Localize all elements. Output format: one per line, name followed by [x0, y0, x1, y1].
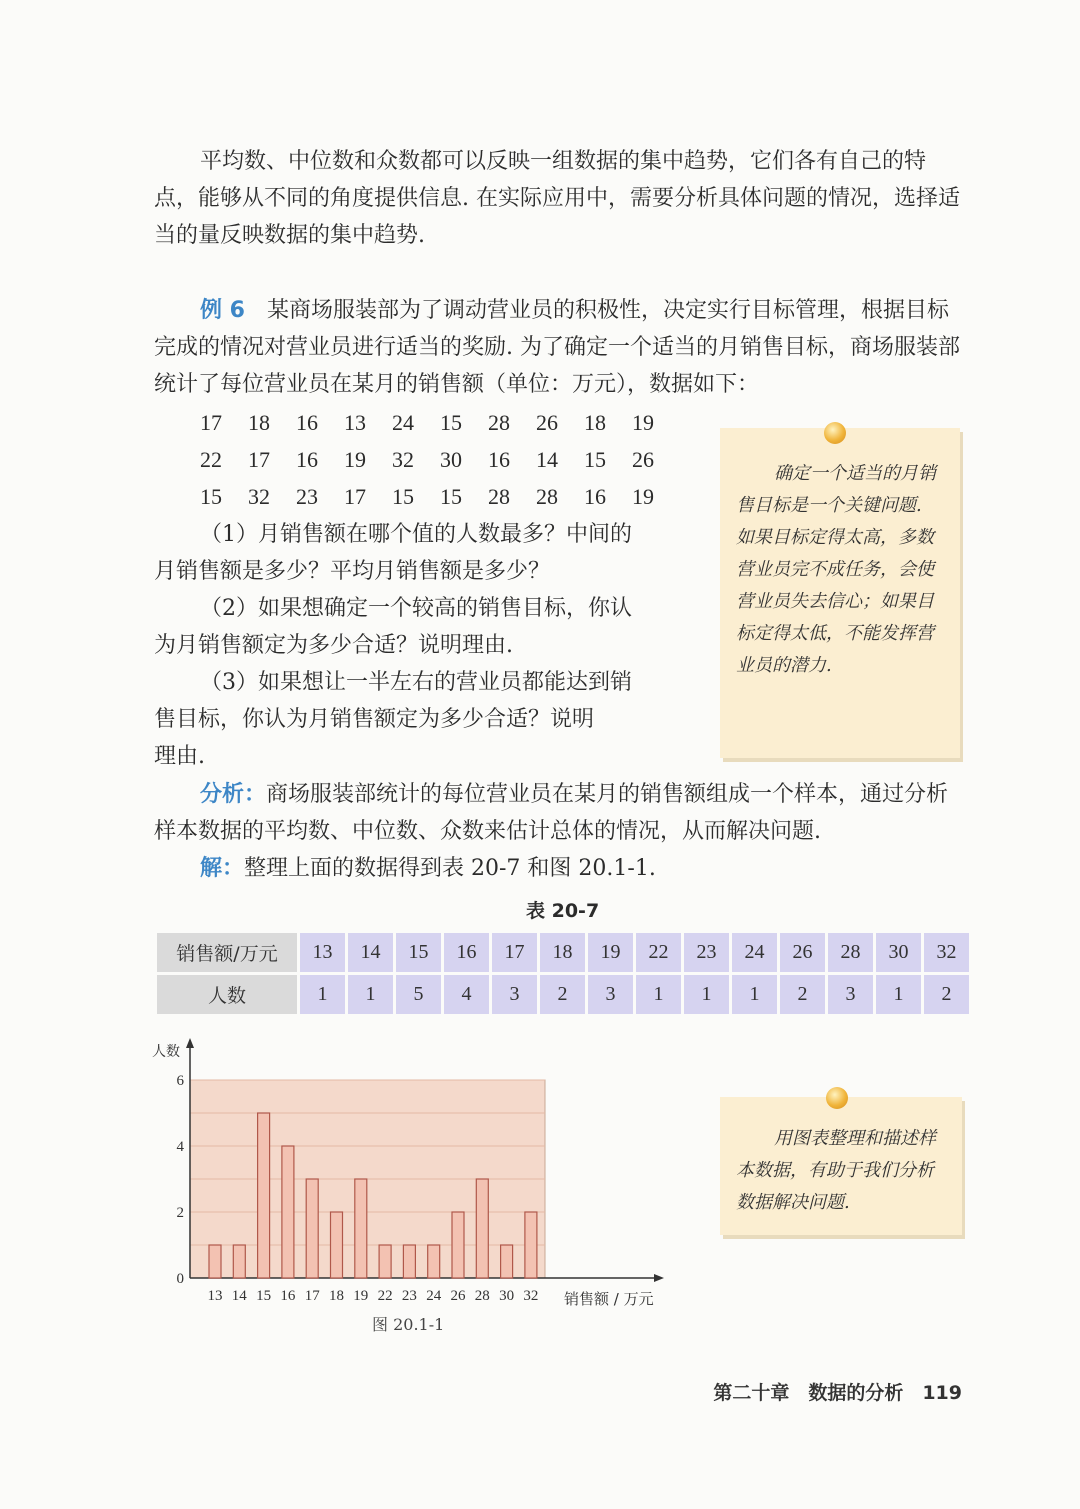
pin-icon	[824, 422, 846, 444]
data-value: 13	[344, 410, 366, 435]
data-value: 16	[584, 484, 606, 509]
data-row-1	[200, 410, 680, 436]
example-label: 例 6	[200, 298, 245, 323]
data-value: 17	[248, 447, 270, 472]
bar	[501, 1245, 513, 1278]
table-cell-count: 3	[492, 975, 537, 1014]
table-cell-sales: 22	[636, 933, 681, 972]
figure-caption: 图 20.1-1	[372, 1315, 445, 1334]
bar	[209, 1245, 221, 1278]
data-value: 18	[248, 410, 270, 435]
bar	[428, 1245, 440, 1278]
question-1-line-1: （1）月销售额在哪个值的人数最多？中间的	[200, 522, 632, 547]
solution-paragraph	[154, 850, 969, 887]
data-value: 19	[344, 447, 366, 472]
x-axis-label: 销售额 / 万元	[564, 1290, 654, 1308]
table-cell-count: 4	[444, 975, 489, 1014]
note-2-text: 用图表整理和描述样本数据，有助于我们分析数据解决问题.	[736, 1128, 936, 1213]
table-cell-sales: 24	[732, 933, 777, 972]
intro-paragraph: 平均数、中位数和众数都可以反映一组数据的集中趋势，它们各有自己的特点，能够从不同的角度提供信息. 在实际应用中，需要分析具体问题的情况，选择适当的量反映数据的集中趋势.	[154, 149, 960, 248]
table-cell-count: 2	[540, 975, 585, 1014]
data-value: 19	[632, 484, 654, 509]
y-tick-label: 6	[176, 1073, 184, 1089]
bar	[355, 1179, 367, 1278]
pin-icon	[826, 1087, 848, 1109]
question-3-line-2: 售目标，你认为月销售额定为多少合适？说明	[154, 707, 595, 732]
table-cell-count: 1	[732, 975, 777, 1014]
table-cell-sales: 13	[300, 933, 345, 972]
y-tick-label: 0	[176, 1271, 184, 1287]
x-tick-label: 16	[280, 1288, 296, 1304]
table-cell-count: 1	[684, 975, 729, 1014]
data-value: 28	[536, 484, 558, 509]
data-value: 17	[200, 410, 222, 435]
table-cell-sales: 15	[396, 933, 441, 972]
bar	[452, 1212, 464, 1278]
note-sticky-2	[720, 1097, 962, 1235]
example-paragraph	[154, 292, 969, 403]
analysis-label: 分析：	[200, 782, 267, 807]
question-2-line-1: （2）如果想确定一个较高的销售目标，你认	[200, 596, 632, 621]
table-cell-count: 1	[300, 975, 345, 1014]
data-value: 23	[296, 484, 318, 509]
x-tick-label: 24	[426, 1288, 442, 1304]
table-caption: 表 20-7	[526, 900, 600, 922]
bar	[282, 1146, 294, 1278]
data-value: 17	[344, 484, 366, 509]
y-tick-label: 4	[176, 1139, 184, 1155]
table-cell-sales: 18	[540, 933, 585, 972]
table-cell-sales: 23	[684, 933, 729, 972]
y-tick-label: 2	[176, 1205, 184, 1221]
table-row-sales	[157, 933, 969, 972]
data-value: 19	[632, 410, 654, 435]
example-text: 某商场服装部为了调动营业员的积极性，决定实行目标管理，根据目标完成的情况对营业员进行适当的奖励. 为了确定一个适当的月销售目标，商场服装部统计了每位营业员在某月的销售额（单位：万元），数据如下：	[154, 298, 960, 397]
analysis-paragraph	[154, 776, 969, 850]
table-cell-sales: 32	[924, 933, 969, 972]
data-value: 26	[536, 410, 558, 435]
x-tick-label: 32	[523, 1288, 539, 1304]
data-value: 16	[296, 447, 318, 472]
x-tick-label: 15	[256, 1288, 272, 1304]
data-value: 15	[440, 410, 462, 435]
table-cell-count: 1	[636, 975, 681, 1014]
x-tick-label: 17	[304, 1288, 320, 1304]
bar	[331, 1212, 343, 1278]
x-axis-arrow-icon	[654, 1274, 664, 1282]
question-1-line-2: 月销售额是多少？平均月销售额是多少？	[154, 559, 551, 584]
x-tick-label: 22	[377, 1288, 393, 1304]
table-cell-count: 2	[780, 975, 825, 1014]
bar	[233, 1245, 245, 1278]
data-value: 32	[392, 447, 414, 472]
table-cell-count: 1	[876, 975, 921, 1014]
table-cell-sales: 14	[348, 933, 393, 972]
table-row-counts	[157, 975, 969, 1014]
note-sticky-1	[720, 428, 960, 758]
data-value: 15	[392, 484, 414, 509]
bar	[476, 1179, 488, 1278]
table-cell-sales: 17	[492, 933, 537, 972]
table-header-count: 人数	[157, 975, 297, 1014]
data-value: 16	[296, 410, 318, 435]
sales-frequency-table	[154, 930, 972, 1017]
bar	[403, 1245, 415, 1278]
question-2-line-2: 为月销售额定为多少合适？说明理由.	[154, 633, 513, 658]
x-tick-label: 26	[450, 1288, 466, 1304]
table-cell-count: 5	[396, 975, 441, 1014]
table-header-sales: 销售额/万元	[157, 933, 297, 972]
analysis-text: 商场服装部统计的每位营业员在某月的销售额组成一个样本，通过分析样本数据的平均数、中位数、众数来估计总体的情况，从而解决问题.	[154, 782, 949, 844]
x-tick-label: 14	[231, 1288, 247, 1304]
question-3-line-1: （3）如果想让一半左右的营业员都能达到销	[200, 670, 632, 695]
solution-text: 整理上面的数据得到表 20-7 和图 20.1-1.	[244, 856, 656, 881]
table-cell-sales: 19	[588, 933, 633, 972]
bar	[379, 1245, 391, 1278]
data-row-3	[200, 484, 680, 510]
x-tick-label: 13	[207, 1288, 223, 1304]
x-tick-label: 23	[401, 1288, 417, 1304]
x-tick-label: 30	[499, 1288, 515, 1304]
solution-label: 解：	[200, 856, 245, 881]
x-tick-label: 28	[474, 1288, 490, 1304]
data-value: 32	[248, 484, 270, 509]
table-cell-sales: 16	[444, 933, 489, 972]
table-cell-count: 1	[348, 975, 393, 1014]
bar	[525, 1212, 537, 1278]
data-value: 26	[632, 447, 654, 472]
bar	[306, 1179, 318, 1278]
data-value: 24	[392, 410, 414, 435]
y-axis-arrow-icon	[186, 1038, 194, 1048]
data-value: 28	[488, 410, 510, 435]
bar	[258, 1113, 270, 1278]
data-value: 18	[584, 410, 606, 435]
table-cell-count: 3	[588, 975, 633, 1014]
table-cell-count: 2	[924, 975, 969, 1014]
data-value: 30	[440, 447, 462, 472]
data-value: 15	[440, 484, 462, 509]
note-1-text: 确定一个适当的月销售目标是一个关键问题. 如果目标定得太高，多数营业员完不成任务，会使营业员失去信心；如果目标定得太低，不能发挥营业员的潜力.	[736, 463, 936, 676]
data-value: 28	[488, 484, 510, 509]
data-value: 15	[200, 484, 222, 509]
data-value: 22	[200, 447, 222, 472]
data-row-2	[200, 447, 680, 473]
table-cell-sales: 28	[828, 933, 873, 972]
x-tick-label: 19	[353, 1288, 369, 1304]
question-3-line-3: 理由.	[154, 744, 205, 769]
table-cell-sales: 30	[876, 933, 921, 972]
data-value: 14	[536, 447, 558, 472]
table-cell-sales: 26	[780, 933, 825, 972]
data-value: 15	[584, 447, 606, 472]
y-axis-label: 人数	[152, 1044, 180, 1060]
x-tick-label: 18	[329, 1288, 344, 1304]
page-footer: 第二十章 数据的分析 119	[713, 1382, 962, 1404]
data-value: 16	[488, 447, 510, 472]
table-cell-count: 3	[828, 975, 873, 1014]
